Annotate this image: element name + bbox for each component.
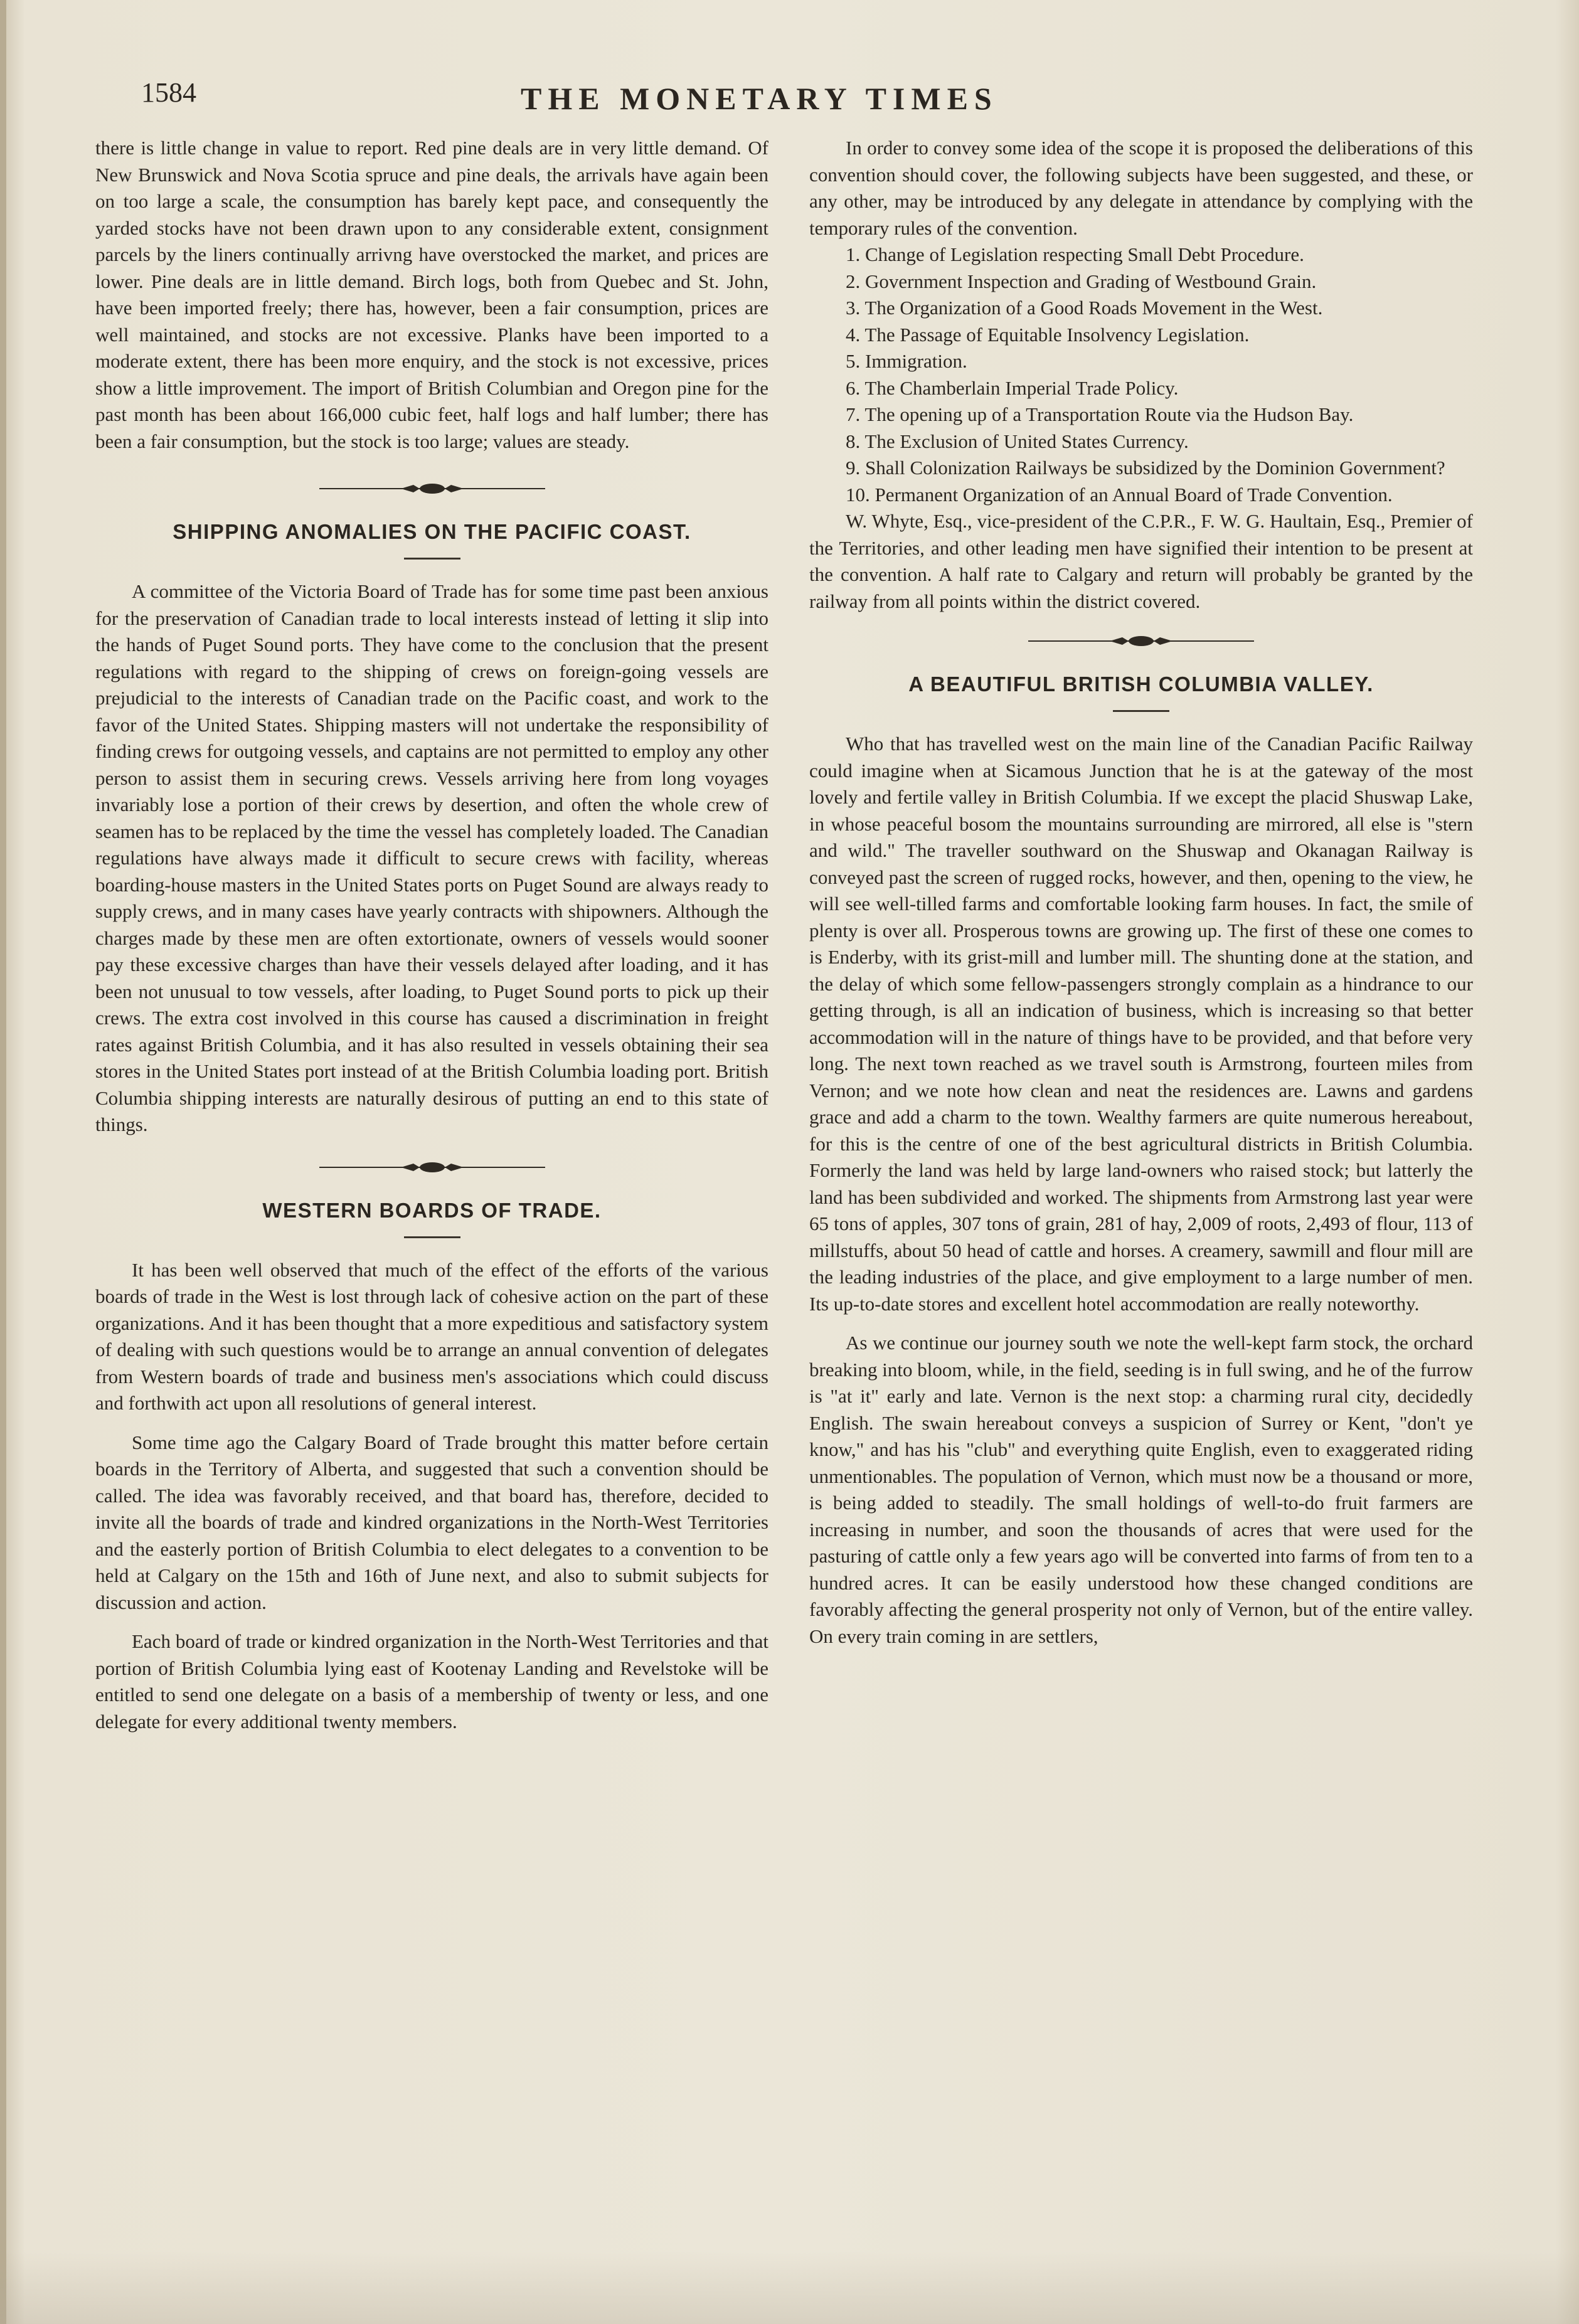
headline-rule bbox=[404, 558, 460, 560]
masthead-title: THE MONETARY TIMES bbox=[521, 81, 998, 116]
left-column bbox=[95, 135, 768, 1735]
valley-paragraph-1: Who that has travelled west on the main line of the Canadian Pacific Railway could imagine when at Sicamous Junction that he is at the gateway of the most lovely and fertile valley in British Columbia. If we except the placid Shuswap Lake, in whose peaceful bosom the mountains surrounding are mirrored, all else is "stern and wild." The traveller southward on the Shuswap and Okanagan Railway is conveyed past the screen of rugged rocks, however, and then, opening to the view, he will see well-tilled farms and comfortable looking farm houses. In fact, the smile of plenty is over all. Prosperous towns are growing up. The first of these one comes to is Enderby, with its grist-mill and lumber mill. The shunting done at the station, and the delay of which some fellow-passengers strongly complain as a hindrance to our getting through, is all an indication of business, which is increasing so that better accommodation will in the nature of things have to be provided, and that before very long. The next town reached as we travel south is Armstrong, fourteen miles from Vernon; and we note how clean and neat the residences are. Lawns and gardens grace and add a charm to the town. Wealthy farmers are quite numerous hereabout, for this is the centre of one of the best agricultural districts in British Columbia. Formerly the land was held by large land-owners who raised stock; but latterly the land has been subdivided and worked. The shipments from Armstrong last year were 65 tons of apples, 307 tons of grain, 281 of hay, 2,009 of roots, 2,493 of flour, 113 of millstuffs, about 50 head of cattle and horses. A creamery, sawmill and flour mill are the leading industries of the place, and give employment to a large number of men. Its up-to-date stores and excellent hotel accommodation are really noteworthy. bbox=[809, 733, 1473, 1315]
boards-paragraph-1: It has been well observed that much of the effect of the efforts of the various boards of trade in the West is lost through lack of cohesive action on the part of these organizations. And it has been thought that a more expeditious and satisfactory system of dealing with such questions would be to arrange an annual convention of delegates from Western boards of trade and business men's associations which could discuss and forthwith act upon all resolutions of general interest. bbox=[95, 1258, 768, 1414]
right-column bbox=[809, 135, 1473, 1650]
valley-paragraph-2: As we continue our journey south we note the well-kept farm stock, the orchard breaking into bloom, while, in the field, seeding is in full swing, and he of the furrow is "at it" early and late. Vernon is the next stop: a charming rural city, decidedly English. The swain hereabout conveys a suspicion of Surrey or Kent, "don't ye know," and has his "club" and everything quite English, even to exaggerated riding unmentionables. The population of Vernon, which must now be a thousand or more, is being added to steadily. The small holdings of well-to-do fruit farmers are increasing in number, and soon the thousands of acres that were used for the pasturing of cattle only a few years ago will be converted into farms of from ten to a hundred acres. It can be easily understood how these changed conditions are favorably affecting the general prosperity not only of Vernon, but of the entire valley. On every train coming in are settlers, bbox=[809, 1332, 1473, 1647]
section-divider-ornament bbox=[319, 476, 545, 501]
shipping-body: A committee of the Victoria Board of Trade has for some time past been anxious for the preservation of Canadian trade to local interests instead of letting it slip into the hands of Puget Sound ports. They have come to the conclusion that the present regulations with regard to the shipping of crews on foreign-going vessels are prejudicial to the interests of Canadian trade on the Pacific coast, and work to the favor of the United States. Shipping masters will not undertake the responsibility of finding crews for outgoing vessels, and captains are not permitted to employ any other person to assist them in securing crews. Vessels arriving here from long voyages invariably lose a portion of their crews by desertion, and often the whole crew of seamen has to be replaced by the time the vessel has completely loaded. The Canadian regulations have always made it difficult to secure crews with facility, whereas boarding-house masters in the United States ports on Puget Sound are always ready to supply crews, and in many cases have yearly contracts with shipowners. Although the charges made by these men are often extortionate, owners of vessels would sooner pay these excessive charges than have their vessels delayed after loading, and it has been not unusual to tow vessels, after loading, to Puget Sound ports to pick up their crews. The extra cost involved in this course has caused a discrimination in freight rates against British Columbia, and it has also resulted in vessels obtaining their sea stores in the United States port instead of at the British Columbia loading port. British Columbia shipping interests are naturally desirous of putting an end to this state of things. bbox=[95, 580, 768, 1135]
convention-subject-item: 8. The Exclusion of United States Currency. bbox=[846, 430, 1189, 452]
boards-paragraph-3: Each board of trade or kindred organization in the North-West Territories and that portion of British Columbia lying east of Kootenay Landing and Revelstoke will be entitled to send one delegate on a basis of a membership of twenty or less, and one delegate for every additional twenty members. bbox=[95, 1630, 768, 1732]
convention-subject-item: 4. The Passage of Equitable Insolvency Legislation. bbox=[846, 323, 1250, 346]
convention-subject-item: 6. The Chamberlain Imperial Trade Policy. bbox=[846, 376, 1179, 399]
convention-subject-item: 3. The Organization of a Good Roads Movement in the West. bbox=[846, 297, 1323, 319]
convention-subject-item: 10. Permanent Organization of an Annual Board of Trade Convention. bbox=[846, 483, 1393, 506]
section-divider-ornament bbox=[1028, 629, 1254, 654]
convention-subject-item: 2. Government Inspection and Grading of Westbound Grain. bbox=[846, 270, 1317, 292]
valley-headline: A BEAUTIFUL BRITISH COLUMBIA VALLEY. bbox=[908, 672, 1374, 696]
binding-edge bbox=[0, 0, 6, 2324]
page-bottom-shadow bbox=[0, 2252, 1579, 2324]
convention-subject-item: 7. The opening up of a Transportation Route via the Hudson Bay. bbox=[846, 403, 1354, 425]
convention-closing: W. Whyte, Esq., vice-president of the C.P.R., F. W. G. Haultain, Esq., Premier of the Territories, and other leading men have signified their intention to be present at the convention. A half rate to Calgary and return will probably be granted by the railway from all points within the district covered. bbox=[809, 510, 1473, 612]
convention-subject-item: 9. Shall Colonization Railways be subsidized by the Dominion Government? bbox=[846, 457, 1445, 479]
timber-report-paragraph: there is little change in value to report. Red pine deals are in very little demand. Of New Brunswick and Nova Scotia spruce and pine deals, the arrivals have again been on too large a scale, the consumption has barely kept pace, and consequently the yarded stocks have not been drawn upon to any considerable extent, consignment parcels by the liners continually arrivng have overstocked the market, and prices are lower. Pine deals are in little demand. Birch logs, both from Quebec and St. John, have been imported freely; there has, however, been a fair consumption, prices are well maintained, and stocks are not excessive. Planks have been imported to a moderate extent, there has been more enquiry, and the stock is not excessive, prices show a little improvement. The import of British Columbian and Oregon pine for the past month has been about 166,000 cubic feet, half logs and half lumber; there has been a fair consumption, but the stock is too large; values are steady. bbox=[95, 137, 768, 452]
page-number: 1584 bbox=[141, 77, 196, 108]
convention-intro: In order to convey some idea of the scope it is proposed the deliberations of this convention should cover, the following subjects have been suggested, and these, or any other, may be introduced by any delegate in attendance by complying with the temporary rules of the convention. bbox=[809, 137, 1473, 239]
convention-subject-item: 1. Change of Legislation respecting Small Debt Procedure. bbox=[846, 243, 1304, 265]
headline-rule bbox=[404, 1236, 460, 1238]
shipping-headline: SHIPPING ANOMALIES ON THE PACIFIC COAST. bbox=[173, 520, 691, 543]
boards-paragraph-2: Some time ago the Calgary Board of Trade brought this matter before certain boards in the Territory of Alberta, and suggested that such a convention should be called. The idea was favorably received, and that board has, therefore, decided to invite all the boards of trade and kindred organizations in the North-West Territories and the easterly portion of British Columbia to elect delegates to a convention to be held at Calgary on the 15th and 16th of June next, and also to submit subjects for discussion and action. bbox=[95, 1431, 768, 1613]
headline-rule bbox=[1113, 710, 1169, 712]
convention-subject-item: 5. Immigration. bbox=[846, 350, 967, 372]
section-divider-ornament bbox=[319, 1155, 545, 1180]
boards-headline: WESTERN BOARDS OF TRADE. bbox=[262, 1198, 602, 1222]
